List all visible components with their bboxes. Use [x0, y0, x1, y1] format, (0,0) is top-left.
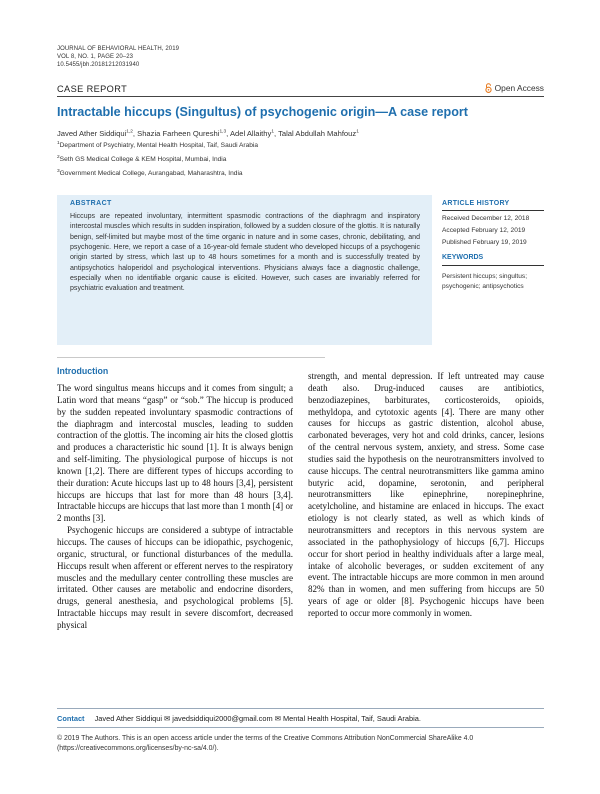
affiliation-text: Government Medical College, Aurangabad, Maharashtra, India: [59, 170, 243, 178]
intro-heading: Introduction: [57, 366, 109, 376]
paragraph: strength, and mental depression. If left untreated may cause death also. Drug-induced causes are antibiotics, benzodiazepines, barbiturates, corticosteroids, opioids, methyldopa, and cytotoxic agents [4]. There are many other causes for hiccups as gastric distention, alcohol abuse, carbonated beverages, very hot and cold drinks, cancer, lesions of the central nervous system, anxiety, and stress. Some case studies said the hypothesis on the neurotransmitters involved to cause hiccups. The central neurotransmitters like gamma amino butyric acid, dopamine, serotonin, and peripheral neurotransmitters like epinephrine, norepinephrine, acetylcholine, and histamine are enlaced in hiccups. The exact etiology is not clearly stated, as well as which kinds of neurotransmitters and receptors in this nervous system are associated in the pathophysiology of hiccups [6,7]. Hiccups occur for short period in healthy individuals after a large meal, intake of alcoholic beverages, or sudden excitement of any event. The intractable hiccups are more common in men around 82% than in women, and men suffering from hiccups are 50 years of age or older [8]. Psychogenic hiccups have been reported to occur more commonly in women.: [308, 371, 544, 618]
author-sup: 1,3: [219, 129, 227, 135]
contact-name: Javed Ather Siddiqui: [94, 714, 162, 723]
open-access-label: Open Access: [494, 83, 544, 93]
affiliation: [57, 169, 243, 177]
author-sup: 1: [356, 129, 359, 135]
author-list: Javed Ather Siddiqui$^{1,2}$, Shazia Farheen Qureshi$^{1,3}$, Adel Allaithy$^1$, Talal Abdullah Mahfouz$^1$: [57, 129, 359, 138]
license-text: © 2019 The Authors. This is an open access article under the terms of the Creative Commons Attribution NonCommercial ShareAlike 4.0 (https://creativecommons.org/licenses/by-nc-sa/4.0/).: [57, 735, 474, 752]
abstract-heading: ABSTRACT: [70, 200, 112, 207]
header-rule: [57, 96, 544, 97]
paragraph: The word singultus means hiccups and it comes from singult; a Latin word that means “gasp” or “sob.” The hiccup is produced by the sudden repeated involuntary spasmodic contractions of the diaphragm and intercostal muscles, leading to sudden contraction of the glottis. The incoming air hits the closed glottis and produces a characteristic hic sound [1]. It is always benign and self-limiting. The physiological purpose of hiccups is not known [1,2]. There are different types of hiccups according to their duration: Acute hiccups last up to 48 hours [3,4], persistent hiccups are hiccups that last for more than 48 hours [3,4]. Intractable hiccups are hiccups that last more than 1 month [4] or 2 months [3].: [57, 383, 293, 524]
affiliation-sup: 3: [57, 169, 60, 174]
author-sup: 1,2: [126, 129, 133, 135]
open-access-badge: [485, 83, 544, 93]
contact-address: Mental Health Hospital, Taif, Saudi Arabia.: [282, 714, 421, 723]
contact-email[interactable]: javedsiddiqui2000@gmail.com: [172, 714, 273, 723]
article-type: CASE REPORT: [57, 84, 128, 94]
journal-name: JOURNAL OF BEHAVIORAL HEALTH, 2019: [57, 46, 180, 52]
affiliation: [57, 141, 258, 149]
affiliation-text: Seth GS Medical College & KEM Hospital, Mumbai, India: [59, 156, 227, 164]
journal-header: [57, 46, 179, 69]
body-column-right: [308, 371, 544, 620]
keywords-rule: [442, 265, 544, 266]
author: Adel Allaithy: [229, 129, 272, 138]
keywords-text: Persistent hiccups; singultus; psychogenic; antipsychotics: [442, 273, 528, 290]
author: Javed Ather Siddiqui: [57, 129, 127, 138]
abstract-text: Hiccups are repeated involuntary, intermittent spasmodic contractions of the diaphragm and inspiratory intercostal muscles which results in sudden inspiration, followed by a sudden closure of the glottis. It is naturally benign, self-limited but maybe most of the time organic in nature and in some cases, chronic, debilitating, and psychogenic. Here, we report a case of a 16-year-old female student who developed hiccups of a psychogenic origin started by stress, which last up to 48 hours sometimes for a month and is successfully treated by antipsychotics haloperidol and psychological interventions. Physicians always face a diagnostic challenge, especially when no identifiable organic cause is elicited. However, such cases are invariably referred for psychiatric evaluation and treatment.: [70, 213, 420, 293]
affiliation-text: Department of Psychiatry, Mental Health Hospital, Taif, Saudi Arabia: [59, 142, 259, 150]
open-lock-icon: [485, 83, 492, 93]
affiliation-sup: 1: [57, 141, 60, 146]
history-accepted: Accepted February 12, 2019: [442, 227, 526, 234]
keywords-heading: KEYWORDS: [442, 254, 484, 261]
email-icon: ✉: [164, 714, 171, 723]
journal-doi[interactable]: 10.5455/jbh.20181212031940: [57, 61, 140, 68]
journal-volume: VOL 8, NO. 1, PAGE 20–23: [57, 53, 134, 60]
history-heading: ARTICLE HISTORY: [442, 200, 510, 207]
body-column-left: [57, 383, 293, 632]
affiliation-sup: 2: [57, 155, 60, 160]
article-title: Intractable hiccups (Singultus) of psychogenic origin—A case report: [57, 105, 468, 119]
affiliation: [57, 155, 226, 163]
footer-rule: [57, 708, 544, 709]
author: Talal Abdullah Mahfouz: [278, 129, 357, 138]
paragraph: Psychogenic hiccups are considered a subtype of intractable hiccups. The causes of hiccups can be idiopathic, psychogenic, organic, structural, or functional disturbances of the medulla. Hiccups result when afferent or efferent nerves to the respiratory muscles and the medullary center controlling these muscles are irritated. Other causes are metabolic and endocrine disorders, drugs, general anesthesia, and psychological problems [5]. Intractable hiccups may result in severe discomfort, decreased physical: [57, 525, 293, 630]
footer-rule: [57, 727, 544, 728]
history-published: Published February 19, 2019: [442, 239, 527, 246]
history-received: Received December 12, 2018: [442, 215, 530, 222]
history-rule: [442, 210, 544, 211]
contact-label: Contact: [57, 714, 85, 723]
author-sup: 1: [271, 129, 274, 135]
address-icon: ✉: [274, 714, 281, 723]
section-divider: [57, 357, 325, 358]
author: Shazia Farheen Qureshi: [137, 129, 220, 138]
contact-line: [57, 714, 421, 723]
